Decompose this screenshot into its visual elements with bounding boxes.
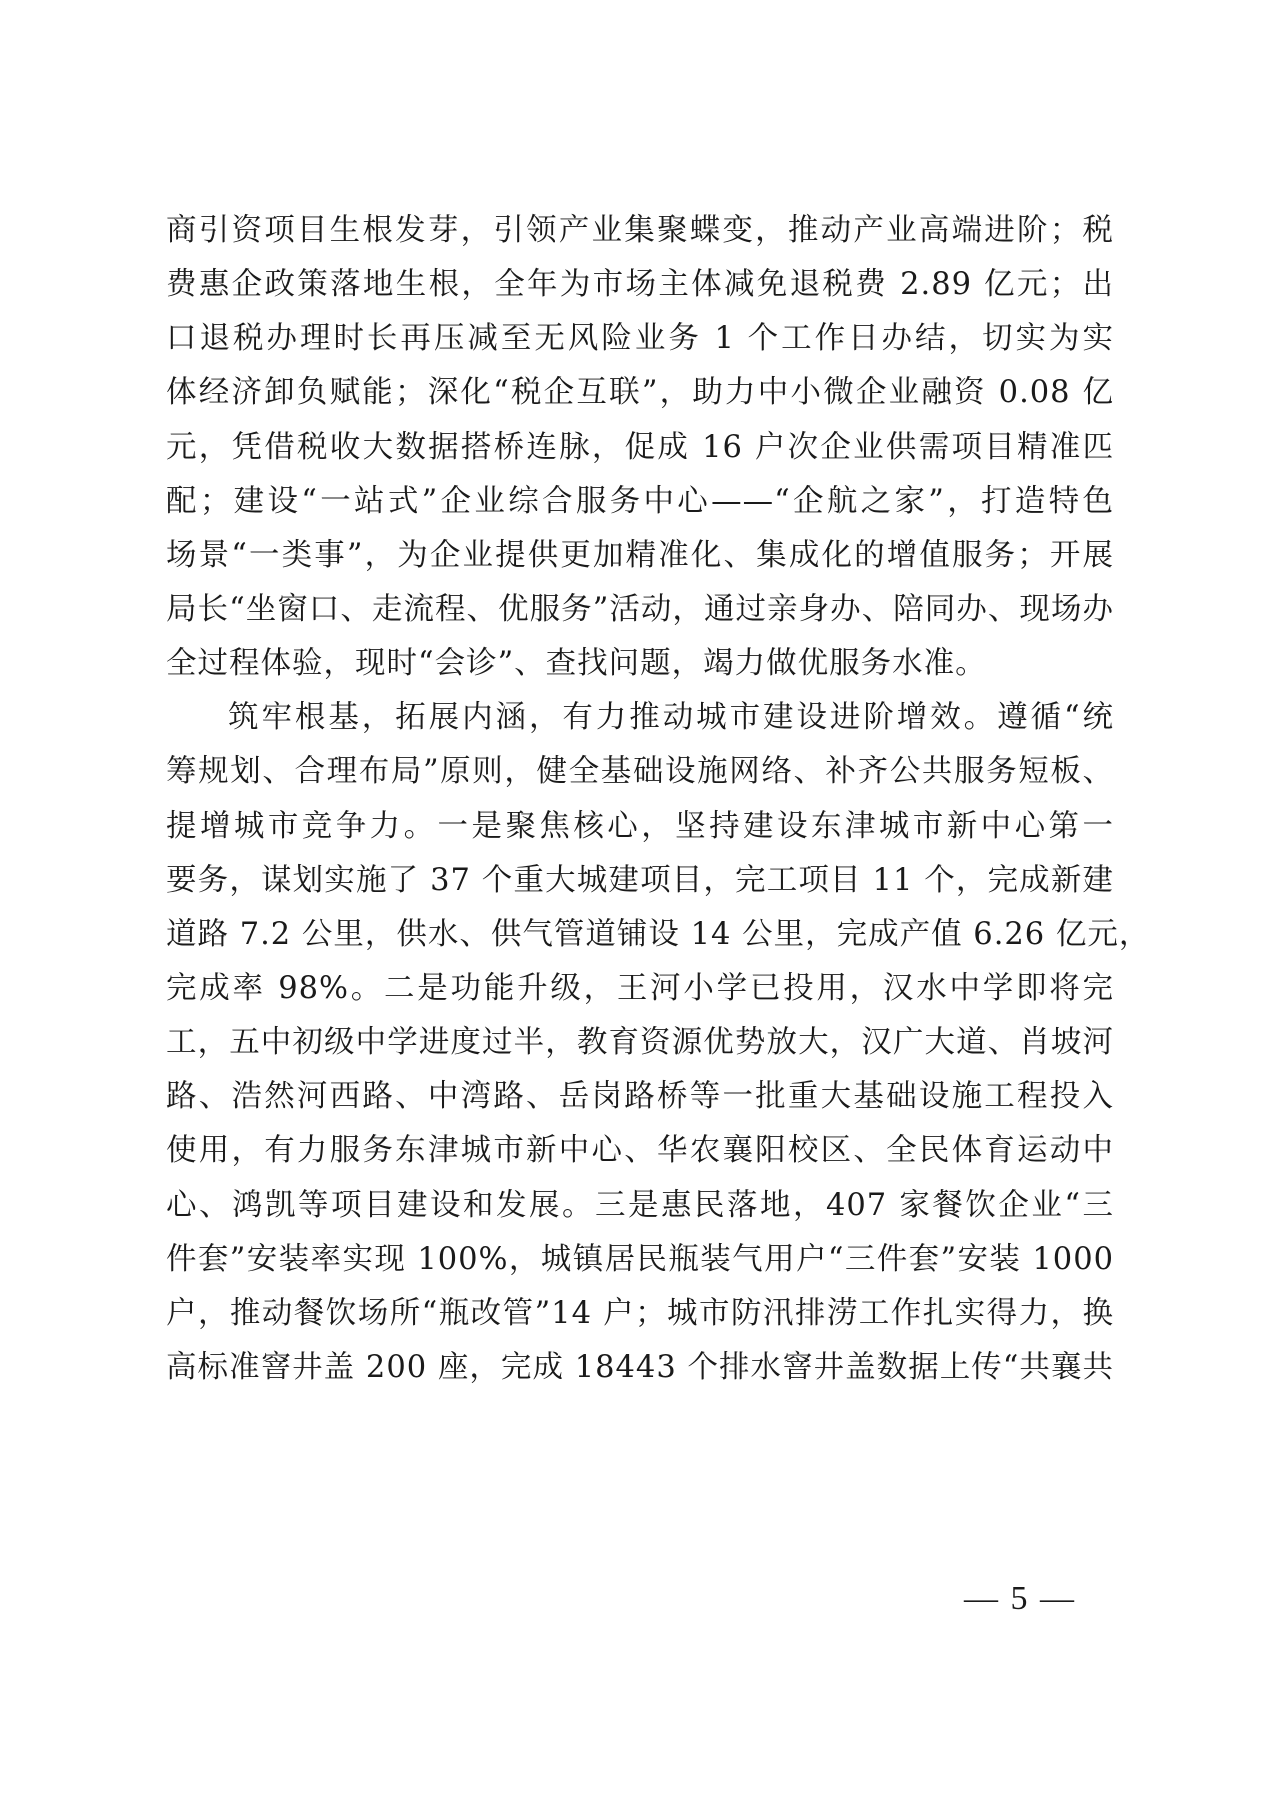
text-line: 配；建设“一站式”企业综合服务中心——“企航之家”，打造特色 [166,483,1114,519]
text-line: 路、浩然河西路、中湾路、岳岗路桥等一批重大基础设施工程投入 [166,1079,1114,1115]
text-line: 费惠企政策落地生根，全年为市场主体减免退税费 2.89 亿元；出 [166,267,1114,303]
text-line: 件套”安装率实现 100%，城镇居民瓶装气用户“三件套”安装 1000 [166,1241,1114,1277]
text-line: 口退税办理时长再压减至无风险业务 1 个工作日办结，切实为实 [166,321,1114,357]
text-line: 户，推动餐饮场所“瓶改管”14 户；城市防汛排涝工作扎实得力，换 [166,1295,1114,1331]
text-line: 完成率 98%。二是功能升级，王河小学已投用，汉水中学即将完 [166,970,1114,1006]
text-line: 筑牢根基，拓展内涵，有力推动城市建设进阶增效。遵循“统 [228,700,1114,736]
text-line: 高标准窨井盖 200 座，完成 18443 个排水窨井盖数据上传“共襄共 [166,1349,1114,1385]
body-text [166,204,1151,1395]
text-line: 道路 7.2 公里，供水、供气管道铺设 14 公里，完成产值 6.26 亿元， [166,916,1151,952]
page-number: — 5 — [964,1580,1076,1617]
text-line: 场景“一类事”，为企业提供更加精准化、集成化的增值服务；开展 [166,537,1114,573]
paragraph [166,204,1114,691]
text-line: 提增城市竞争力。一是聚焦核心，坚持建设东津城市新中心第一 [166,808,1114,844]
text-line: 全过程体验，现时“会诊”、查找问题，竭力做优服务水准。 [166,646,987,682]
text-line: 工，五中初级中学进度过半，教育资源优势放大，汉广大道、肖坡河 [166,1025,1114,1061]
paragraph [166,691,1151,1395]
text-line: 心、鸿凯等项目建设和发展。三是惠民落地，407 家餐饮企业“三 [166,1187,1114,1223]
text-line: 体经济卸负赋能；深化“税企互联”，助力中小微企业融资 0.08 亿 [166,375,1114,411]
text-line: 商引资项目生根发芽，引领产业集聚蝶变，推动产业高端进阶；税 [166,213,1114,248]
text-line: 局长“坐窗口、走流程、优服务”活动，通过亲身办、陪同办、现场办 [166,591,1114,627]
text-line: 筹规划、合理布局”原则，健全基础设施网络、补齐公共服务短板、 [166,754,1114,790]
text-line: 要务，谋划实施了 37 个重大城建项目，完工项目 11 个，完成新建 [166,862,1114,898]
text-line: 元，凭借税收大数据搭桥连脉，促成 16 户次企业供需项目精准匹 [166,429,1114,465]
text-line: 使用，有力服务东津城市新中心、华农襄阳校区、全民体育运动中 [166,1133,1114,1169]
